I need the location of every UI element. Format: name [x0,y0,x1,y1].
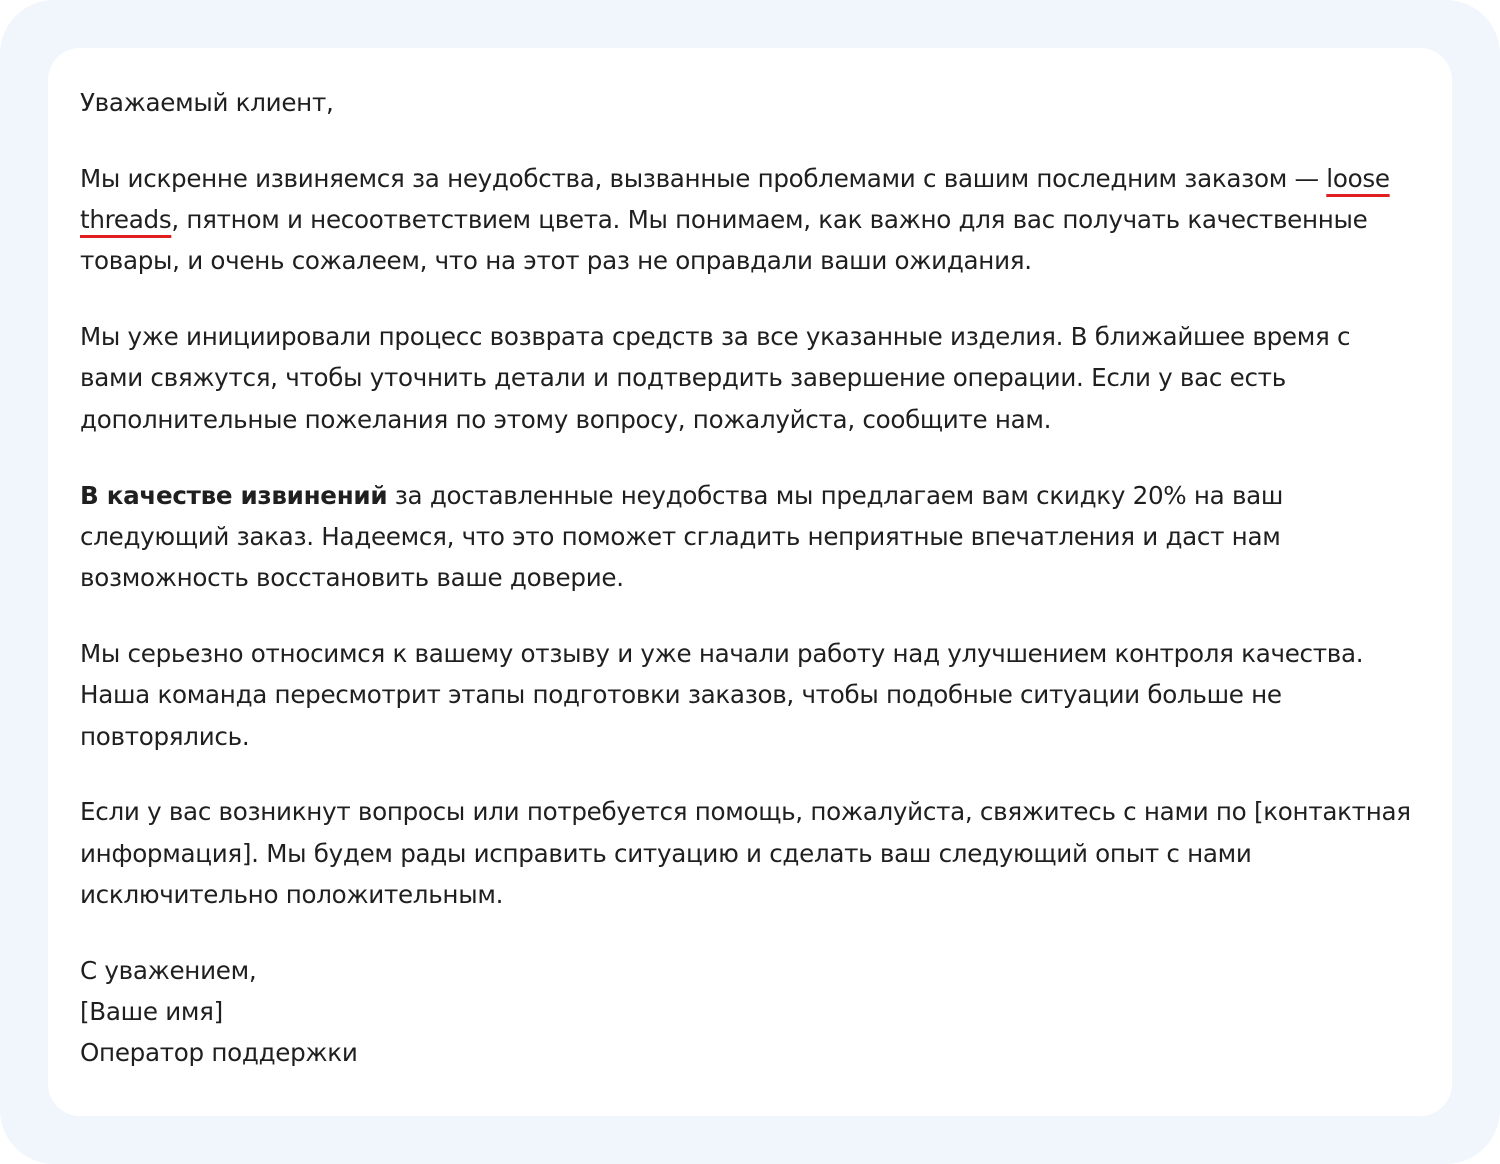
signature-role: Оператор поддержки [80,1038,358,1068]
highlighted-phrase-part-1: loose [1326,163,1390,193]
contact-paragraph: Если у вас возникнут вопросы или потребуется помощь, пожалуйста, свяжитесь с нами по [контактная информация]. Мы будем рады исправить ситуацию и сделать ваш следующий опыт с нами исключительно положительным. [80,797,1411,909]
refund-paragraph: Мы уже инициировали процесс возврата средств за все указанные изделия. В ближайшее время с вами свяжутся, чтобы уточнить детали и подтвердить завершение операции. Если у вас есть дополнительные пожелания по этому вопросу, пожалуйста, сообщите нам. [80,322,1351,434]
discount-bold-lead: В качестве извинений [80,480,388,510]
apology-paragraph [80,158,1420,282]
letter-body [80,82,1420,1074]
discount-text: за доставленные неудобства мы предлагаем вам скидку 20% на ваш следующий заказ. Надеемся, что это поможет сгладить неприятные впечатления и даст нам возможность восстановить ваше доверие. [80,480,1284,593]
greeting: Уважаемый клиент, [80,88,334,117]
signature-name: [Ваше имя] [80,997,223,1027]
signature-closing: С уважением, [80,955,257,985]
apology-text-start: Мы искренне извиняемся за неудобства, вызванные проблемами с вашим последним заказом — [80,163,1327,193]
quality-paragraph: Мы серьезно относимся к вашему отзыву и уже начали работу над улучшением контроля качества. Наша команда пересмотрит этапы подготовки заказов, чтобы подобные ситуации больше не повторялись. [80,638,1364,751]
highlighted-phrase-part-2: threads [80,205,172,235]
discount-paragraph [80,475,1420,599]
apology-text-end: , пятном и несоответствием цвета. Мы понимаем, как важно для вас получать качественные товары, и очень сожалеем, что на этот раз не оправдали ваши ожидания. [80,205,1368,276]
signature-block [80,950,1420,1074]
